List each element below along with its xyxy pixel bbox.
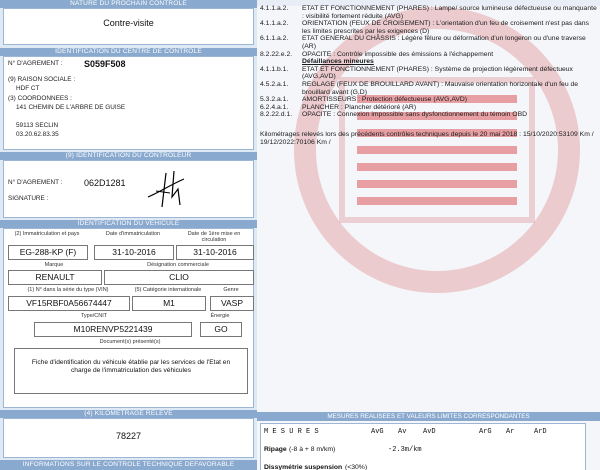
energie-field: GO <box>200 322 242 337</box>
kilometrage-value: 78227 <box>115 431 142 441</box>
documents-value: Fiche d'identification du véhicule établie par les services de l'Etat en charge de l'immatriculation des véhicules <box>31 359 231 374</box>
minor-defect-desc: REGLAGE (FEUX DE BROUILLARD AVANT) : Mauvaise orientation horizontale d'un feu de brouillard avant (G,D) <box>302 80 579 96</box>
minor-defect-row <box>260 66 598 81</box>
minor-defect-row <box>260 104 598 112</box>
minor-defect-code: 4.5.2.a.1. <box>260 80 289 88</box>
next-visit-box <box>3 8 254 45</box>
date-immat-field: 31-10-2016 <box>94 245 174 260</box>
defect-code: 4.1.1.a.2. <box>260 5 289 12</box>
ripage-label: Ripage <box>264 446 287 453</box>
minor-defect-desc: ETAT ET FONCTIONNEMENT (PHARES) : Système de projection légèrement défectueux (AVG,AVD) <box>302 65 573 81</box>
defect-code: 8.2.22.e.2. <box>260 50 293 58</box>
next-visit-header: NATURE DU PROCHAIN CONTROLE <box>0 0 257 8</box>
col-av: Av <box>398 428 407 436</box>
minor-defect-row <box>260 81 598 96</box>
minor-defect-desc: OPACITE : Connexion impossible sans dysfonctionnement du témoin OBD <box>302 111 528 119</box>
coord-label: (3) COORDONNEES : <box>8 95 72 102</box>
kilometrage-header: (4) KILOMETRAGE RELEVE <box>0 410 257 418</box>
signature-label: SIGNATURE : <box>8 195 49 202</box>
bottom-section <box>0 460 257 470</box>
col-avg: AvG <box>371 428 384 436</box>
date-first-caption: Date de 1ère mise en circulation <box>187 231 241 243</box>
vehicule-header: IDENTIFICATION DU VEHICULE <box>0 220 257 228</box>
vin-caption: (1) N° dans la série du type (VIN) <box>27 287 109 293</box>
kilometrage-box <box>3 418 254 458</box>
centre-box <box>3 56 254 150</box>
minor-defects-header: Défaillances mineures <box>302 58 374 66</box>
date-immat-caption: Date d'immatriculation <box>105 231 161 237</box>
minor-defect-row <box>260 111 598 119</box>
immat-field: EG-288-KP (F) <box>8 245 88 260</box>
col-avd: AvD <box>423 428 436 436</box>
ripage-value: -2.3m/km <box>388 446 422 454</box>
next-visit-value: Contre-visite <box>103 18 154 28</box>
next-visit-section <box>0 0 257 45</box>
defect-desc: ETAT ET FONCTIONNEMENT (PHARES) : Lampe/ source lumineuse défectueuse ou manquante : visibilité fortement réduite (AVG) <box>302 5 597 20</box>
vin-field: VF15RBF0A56674447 <box>8 296 130 311</box>
km-history: Kilométrages relevés lors des précédents contrôles techniques depuis le 20 mai 2018 : 15/10/2020:53109 Km / 19/12/2022:70106 Km / <box>260 130 594 146</box>
type-caption: Type/CNIT <box>80 313 108 319</box>
defect-row <box>260 51 598 59</box>
categorie-caption: (5) Catégorie internationale <box>134 287 202 293</box>
documents-caption: Document(s) présenté(s) <box>99 339 161 345</box>
left-panel <box>0 0 257 470</box>
raison-value: HDF CT <box>16 85 40 92</box>
minor-defect-code: 6.2.4.a.1. <box>260 103 289 111</box>
defect-code: 6.1.1.a.2. <box>260 35 289 43</box>
controleur-box <box>3 160 254 218</box>
designation-caption: Désignation commerciale <box>147 262 209 268</box>
date-first-field: 31-10-2016 <box>176 245 254 260</box>
next-label: Dissymétrie suspension <box>264 464 343 470</box>
mesures-table <box>260 423 586 470</box>
address-line-1: 141 CHEMIN DE L'ARBRE DE GUISE <box>16 104 126 111</box>
address-line-2: 59113 SECLIN <box>16 122 59 129</box>
raison-label: (9) RAISON SOCIALE : <box>8 76 76 83</box>
minor-defect-desc: AMORTISSEURS : Protection défectueuse (AVG,AVD) <box>302 96 468 104</box>
centre-agrement-label: N° D'AGREMENT : <box>8 60 63 67</box>
right-panel <box>257 0 600 470</box>
centre-agrement-value: S059F508 <box>84 59 126 69</box>
controleur-agrement-label: N° D'AGREMENT : <box>8 179 63 186</box>
genre-caption: Genre <box>223 287 239 293</box>
centre-section <box>0 48 257 150</box>
categorie-field: M1 <box>132 296 206 311</box>
defect-desc: ETAT GENERAL DU CHÂSSIS : Légère fêlure ou déformation d'un longeron ou d'une traverse (AR) <box>302 35 586 50</box>
signature-image <box>144 167 189 209</box>
marque-field: RENAULT <box>8 270 102 285</box>
vehicule-box <box>3 228 254 408</box>
genre-field: VASP <box>210 296 254 311</box>
defect-desc: OPACITE : Contrôle impossible des émissions à l'échappement <box>302 50 494 58</box>
defect-row <box>260 20 598 35</box>
ripage-range: (-8 à + 8 m/km) <box>289 446 336 453</box>
bottom-header: INFORMATIONS SUR LE CONTROLE TECHNIQUE DEFAVORABLE <box>0 460 257 470</box>
documents-box <box>14 348 248 394</box>
phone: 03.20.62.83.35 <box>16 131 59 138</box>
kilometrage-section <box>0 410 257 458</box>
defect-row <box>260 35 598 50</box>
minor-defect-row <box>260 96 598 104</box>
controleur-header: (9) IDENTIFICATION DU CONTROLEUR <box>0 152 257 160</box>
type-field: M10RENVP5221439 <box>34 322 192 337</box>
controleur-section <box>0 152 257 218</box>
immat-caption: (2) Immatriculation et pays <box>14 231 80 237</box>
col-ar: Ar <box>506 428 515 436</box>
defect-desc: ORIENTATION (FEUX DE CROISEMENT) : L'orientation d'un feu de croisement n'est pas dans les limites prescrites par les exigences (D) <box>302 20 589 35</box>
col-arg: ArG <box>479 428 492 436</box>
centre-header: IDENTIFICATION DU CENTRE DE CONTROLE <box>0 48 257 56</box>
defects-list <box>260 5 598 146</box>
minor-defect-code: 8.2.22.d.1. <box>260 111 293 119</box>
mesures-title: M E S U R E S <box>264 428 319 436</box>
col-ard: ArD <box>534 428 547 436</box>
defect-row <box>260 5 598 20</box>
minor-defect-code: 4.1.1.b.1. <box>260 65 289 73</box>
minor-defect-code: 5.3.2.a.1. <box>260 96 289 104</box>
controleur-agrement-value: 062D1281 <box>84 178 126 188</box>
minor-defect-desc: PLANCHER : Plancher détérioré (AR) <box>302 103 417 111</box>
mesures-header: MESURES REALISEES ET VALEURS LIMITES CORRESPONDANTES <box>257 412 600 421</box>
next-range: (<30%) <box>345 464 368 470</box>
energie-caption: Énergie <box>210 313 230 319</box>
marque-caption: Marque <box>44 262 64 268</box>
defect-code: 4.1.1.a.2. <box>260 20 289 28</box>
vehicule-section <box>0 220 257 408</box>
designation-field: CLIO <box>104 270 254 285</box>
